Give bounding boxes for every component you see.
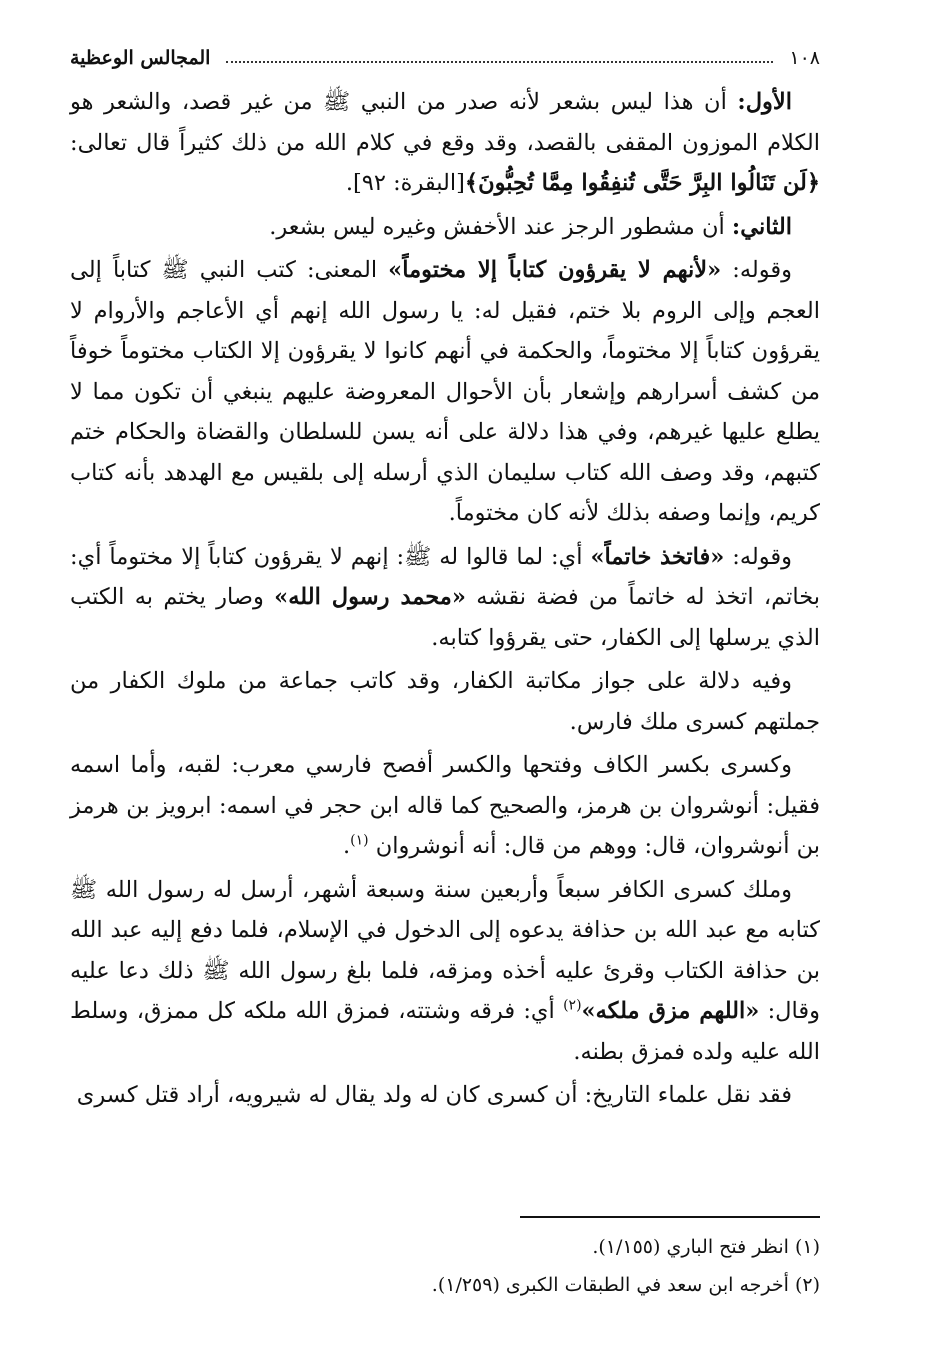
page-number: ١٠٨ [789,47,820,69]
footnote-1: (١) انظر فتح الباري (١/١٥٥). [592,1236,820,1258]
book-page [70,40,820,1340]
paragraph-text: أن مشطور الرجز عند الأخفش وغيره ليس بشعر. [269,213,732,240]
paragraph-text: وفيه دلالة على جواز مكاتبة الكفار، وقد كاتب جماعة من ملوك الكفار من جملتهم كسرى ملك فارس. [70,668,820,735]
paragraph-first-point [70,82,820,204]
quran-verse: ﴿لَن تَنَالُوا البِرَّ حَتَّى تُنفِقُوا مِمَّا تُحِبُّونَ﴾ [464,170,820,196]
paragraph-sealed-letters [70,250,820,534]
paragraph-ring [70,537,820,659]
paragraph-history [70,1075,820,1116]
footnote-separator [520,1216,820,1218]
paragraph-text: فقد نقل علماء التاريخ: أن كسرى كان له ولد يقال له شيرويه، أراد قتل كسرى [76,1082,792,1108]
paragraph-text: وكسرى بكسر الكاف وفتحها والكسر أفصح فارسي معرب: لقبه، وأما اسمه فقيل: أنوشروان بن هرمز، والصحيح كما قاله ابن حجر في اسمه: ابرويز بن هرمز بن أنوشروان، قال: ووهم من قال: أنه أنوشروان [70,752,820,859]
paragraph-text: وقوله: [724,543,792,570]
footnote-ref-2[interactable]: (٢) [563,997,582,1014]
paragraph-text: . [343,833,351,859]
paragraph-text: المعنى: كتب النبي ﷺ كتاباً إلى العجم وإلى الروم بلا ختم، فقيل له: يا رسول الله إنهم أي الأعاجم والأروام لا يقرؤون كتاباً إلا مختوماً، والحكمة في أنهم كانوا لا يقرؤون إلا الكتاب مختوماً خوفاً من كشف أسرارهم وإشعار بأن الأحوال المعروضة عليهم ينبغي أن تكون مما لا يطلع عليها غيرهم، وفي هذا دلالة على أنه يسن للسلطان والقضاة والحكام ختم كتبهم، وقد وصف الله كتاب سليمان الذي أرسله إلى بلقيس مع الهدهد بأنه كتاب كريم، وإنما وصفه بذلك لأنه كان مختوماً. [70,257,820,526]
paragraph-correspondence [70,661,820,742]
paragraph-text: أي: فرقه وشتته، فمزق الله ملكه كل ممزق، وسلط الله عليه ولده فمزق بطنه. [70,998,820,1065]
book-title: المجالس الوعظية [70,47,211,69]
header-dotted-leader [226,61,773,63]
paragraph-text: وملك كسرى الكافر سبعاً وأربعين سنة وسبعة أشهر، أرسل له رسول الله ﷺ كتابه مع عبد الله بن حذافة يدعوه إلى الدخول في الإسلام، فلما دفع إليه عبد الله بن حذافة الكتاب وقرئ عليه أخذه ومزقه، فلما بلغ رسول الله ﷺ ذلك دعا عليه وقال: [70,876,821,1024]
paragraph-text: وقوله: [721,257,792,283]
hadith-quote: «فاتخذ خاتماً» [590,543,725,570]
paragraph-text: وصار يختم به الكتب الذي يرسلها إلى الكفار، حتى يقرؤوا كتابه. [70,584,820,651]
second-point-label: الثاني: [731,213,792,240]
paragraph-kisra-reign [70,870,820,1073]
footnote-2: (٢) أخرجه ابن سعد في الطبقات الكبرى (١/٢٥٩). [431,1274,820,1296]
paragraph-text: أن هذا ليس بشعر لأنه صدر من النبي ﷺ من غير قصد، والشعر هو الكلام الموزون المقفى بالقصد، وقد وقع في كلام الله من ذلك كثيراً قال تعالى: [70,89,820,156]
footnotes [70,1228,820,1304]
paragraph-second-point [70,207,820,248]
paragraph-kisra-name [70,745,820,867]
first-point-label: الأول: [737,89,792,115]
hadith-quote: «اللهم مزق ملكه» [581,998,760,1024]
hadith-quote: «لأنهم لا يقرؤون كتاباً إلا مختوماً» [388,257,722,283]
page-body [70,82,820,1116]
page-header [70,40,820,76]
paragraph-text: أي: لما قالوا له ﷺ: إنهم لا يقرؤون كتاباً إلا مختوماً أي: بخاتم، اتخذ له خاتماً من فضة نقشه [70,543,820,610]
ring-inscription: «محمد رسول الله» [274,584,466,610]
verse-reference: [البقرة: ٩٢]. [345,170,465,196]
footnote-ref-1[interactable]: (١) [350,832,369,849]
